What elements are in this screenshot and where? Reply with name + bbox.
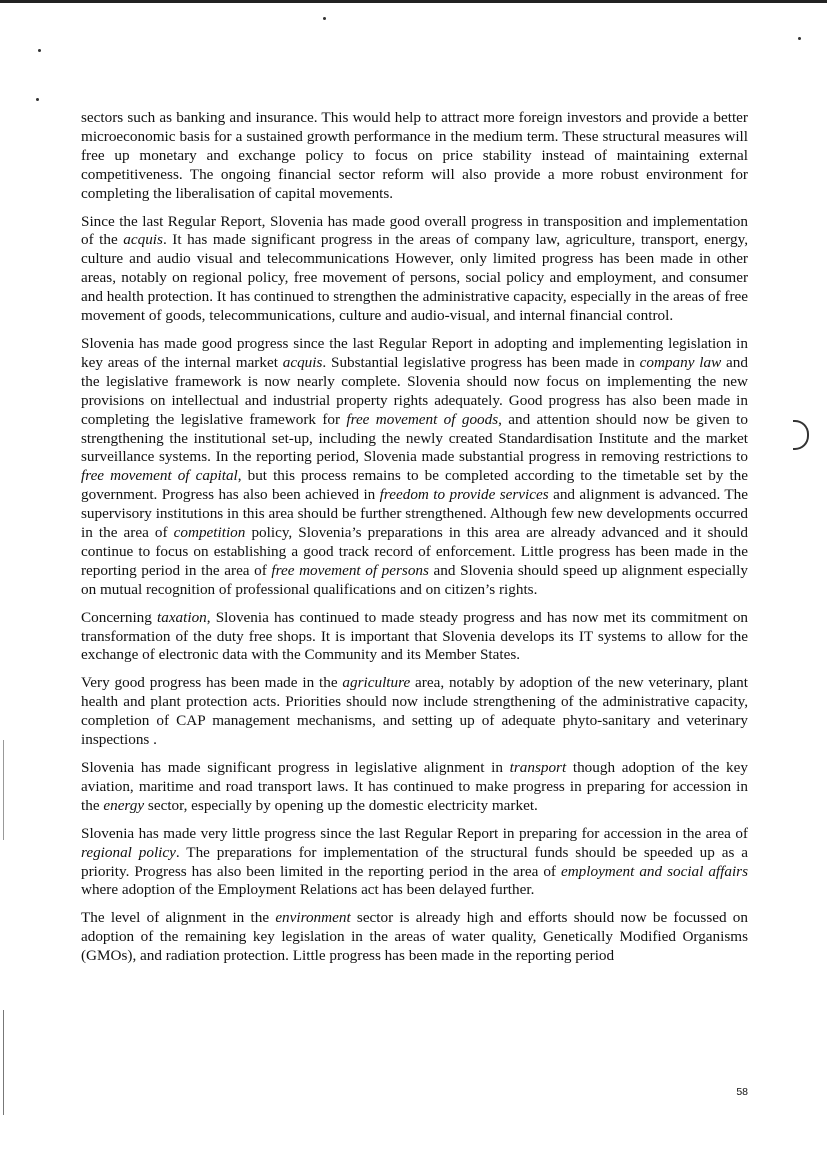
italic-term: acquis [123, 231, 163, 249]
text-run: and Slovenia should speed up alignment especially on mutual recognition of professional qualifications and on citizen’s rights. [81, 561, 748, 598]
text-run: sectors such as banking and insurance. This would help to attract more foreign investors and provide a better microeconomic basis for a sustained growth performance in the medium term. These structural measures will free up monetary and exchange policy to focus on price stability instead of maintaining external competitiveness. The ongoing financial sector reform will also provide a more robust environment for completing the liberalisation of capital movements. [81, 109, 748, 202]
italic-term: free movement of capital [81, 467, 238, 485]
text-run: though adoption of the key aviation, maritime and road transport laws. It has continued to make progress in preparing for accession in the [81, 759, 748, 814]
scan-speck [36, 98, 39, 101]
scan-speck [38, 49, 41, 52]
italic-term: acquis [282, 353, 323, 371]
paragraph [81, 213, 748, 326]
text-run: policy, Slovenia’s preparations in this area are already advanced and it should continue to focus on establishing a good track record of enforcement. Little progress has been made in the reporting period in the area of [81, 524, 748, 579]
italic-term: energy [103, 796, 145, 814]
text-run: . The preparations for implementation of the structural funds should be speeded up as a priority. Progress has also been limited in the reporting period in the area of [81, 843, 748, 880]
text-run: Slovenia has made significant progress in legislative alignment in [81, 759, 510, 776]
document-body [81, 109, 748, 975]
text-run: sector is already high and efforts should now be focussed on adoption of the remaining key legislation in the areas of water quality, Genetically Modified Organisms (GMOs), and radiation protection. Little progress has been made in the reporting period [81, 909, 748, 965]
text-run: and the legislative framework is now nearly complete. Slovenia should now focus on implementing the new provisions on intellectual and industrial property rights adequately. Good progress has also been made in completing the legislative framework for [81, 353, 748, 428]
text-run: . Substantial legislative progress has been made in [322, 353, 640, 371]
scan-speck [798, 37, 801, 40]
scan-speck [323, 17, 326, 20]
italic-term: competition [173, 524, 246, 542]
paragraph [81, 674, 748, 750]
italic-term: taxation [157, 608, 207, 626]
italic-term: employment and social affairs [560, 862, 749, 880]
italic-term: agriculture [342, 674, 411, 692]
paragraph [81, 109, 748, 204]
paragraph [81, 909, 748, 966]
italic-term: free movement of persons [271, 561, 429, 579]
text-run: . It has made significant progress in the areas of company law, agriculture, transport, energy, culture and audio visual and telecommunications However, only limited progress has been made in other areas, notably on regional policy, free movement of persons, social policy and employment, and consumer and health protection. It has continued to strengthen the administrative capacity, especially in the areas of free movement of goods, telecommunications, culture and audio-visual, and internal financial control. [81, 231, 749, 325]
text-run: , and attention should now be given to strengthening the institutional set-up, including the newly created Standardisation Institute and the market surveillance systems. In the reporting period, Slovenia made substantial progress in removing restrictions to [81, 410, 748, 466]
italic-term: free movement of goods [346, 410, 499, 428]
text-run: , Slovenia has continued to made steady progress and has now met its commitment on transformation of the duty free shops. It is important that Slovenia develops its IT systems to allow for the exchange of electronic data with the Community and its Member States. [81, 608, 749, 664]
scan-edge-left [3, 1010, 4, 1115]
scan-bracket-mark [793, 420, 809, 450]
scan-edge-top [0, 0, 827, 3]
text-run: Slovenia has made good progress since the last Regular Report in adopting and implementing legislation in key areas of the internal market [81, 334, 748, 371]
text-run: , but this process remains to be completed according to the timetable set by the government. Progress has also been achieved in [81, 467, 748, 504]
text-run: sector, especially by opening up the domestic electricity market. [144, 796, 538, 814]
italic-term: company law [639, 353, 722, 371]
text-run: area, notably by adoption of the new veterinary, plant health and plant protection acts. Priorities should now include strengthening of the administrative capacity, completion of CAP management mechanisms, and setting up of adequate phyto-sanitary and veterinary inspections . [81, 674, 748, 749]
page-number: 58 [736, 1086, 748, 1098]
italic-term: transport [509, 759, 567, 776]
text-run: Since the last Regular Report, Slovenia has made good overall progress in transposition and implementation of the [81, 212, 748, 249]
text-run: where adoption of the Employment Relations act has been delayed further. [81, 881, 535, 899]
paragraph [81, 609, 748, 666]
text-run: Slovenia has made very little progress since the last Regular Report in preparing for accession in the area of [81, 824, 748, 842]
paragraph [81, 335, 748, 600]
text-run: and alignment is advanced. The supervisory institutions in this area should be further strengthened. Although few new developments occurred in the area of [81, 486, 748, 542]
italic-term: regional policy [81, 843, 176, 861]
scan-edge-left-mark [3, 740, 4, 840]
text-run: Concerning [81, 608, 157, 626]
italic-term: environment [275, 909, 351, 927]
text-run: The level of alignment in the [81, 909, 276, 927]
text-run: Very good progress has been made in the [81, 674, 343, 692]
paragraph [81, 759, 748, 816]
paragraph [81, 825, 748, 901]
italic-term: freedom to provide services [379, 486, 549, 504]
